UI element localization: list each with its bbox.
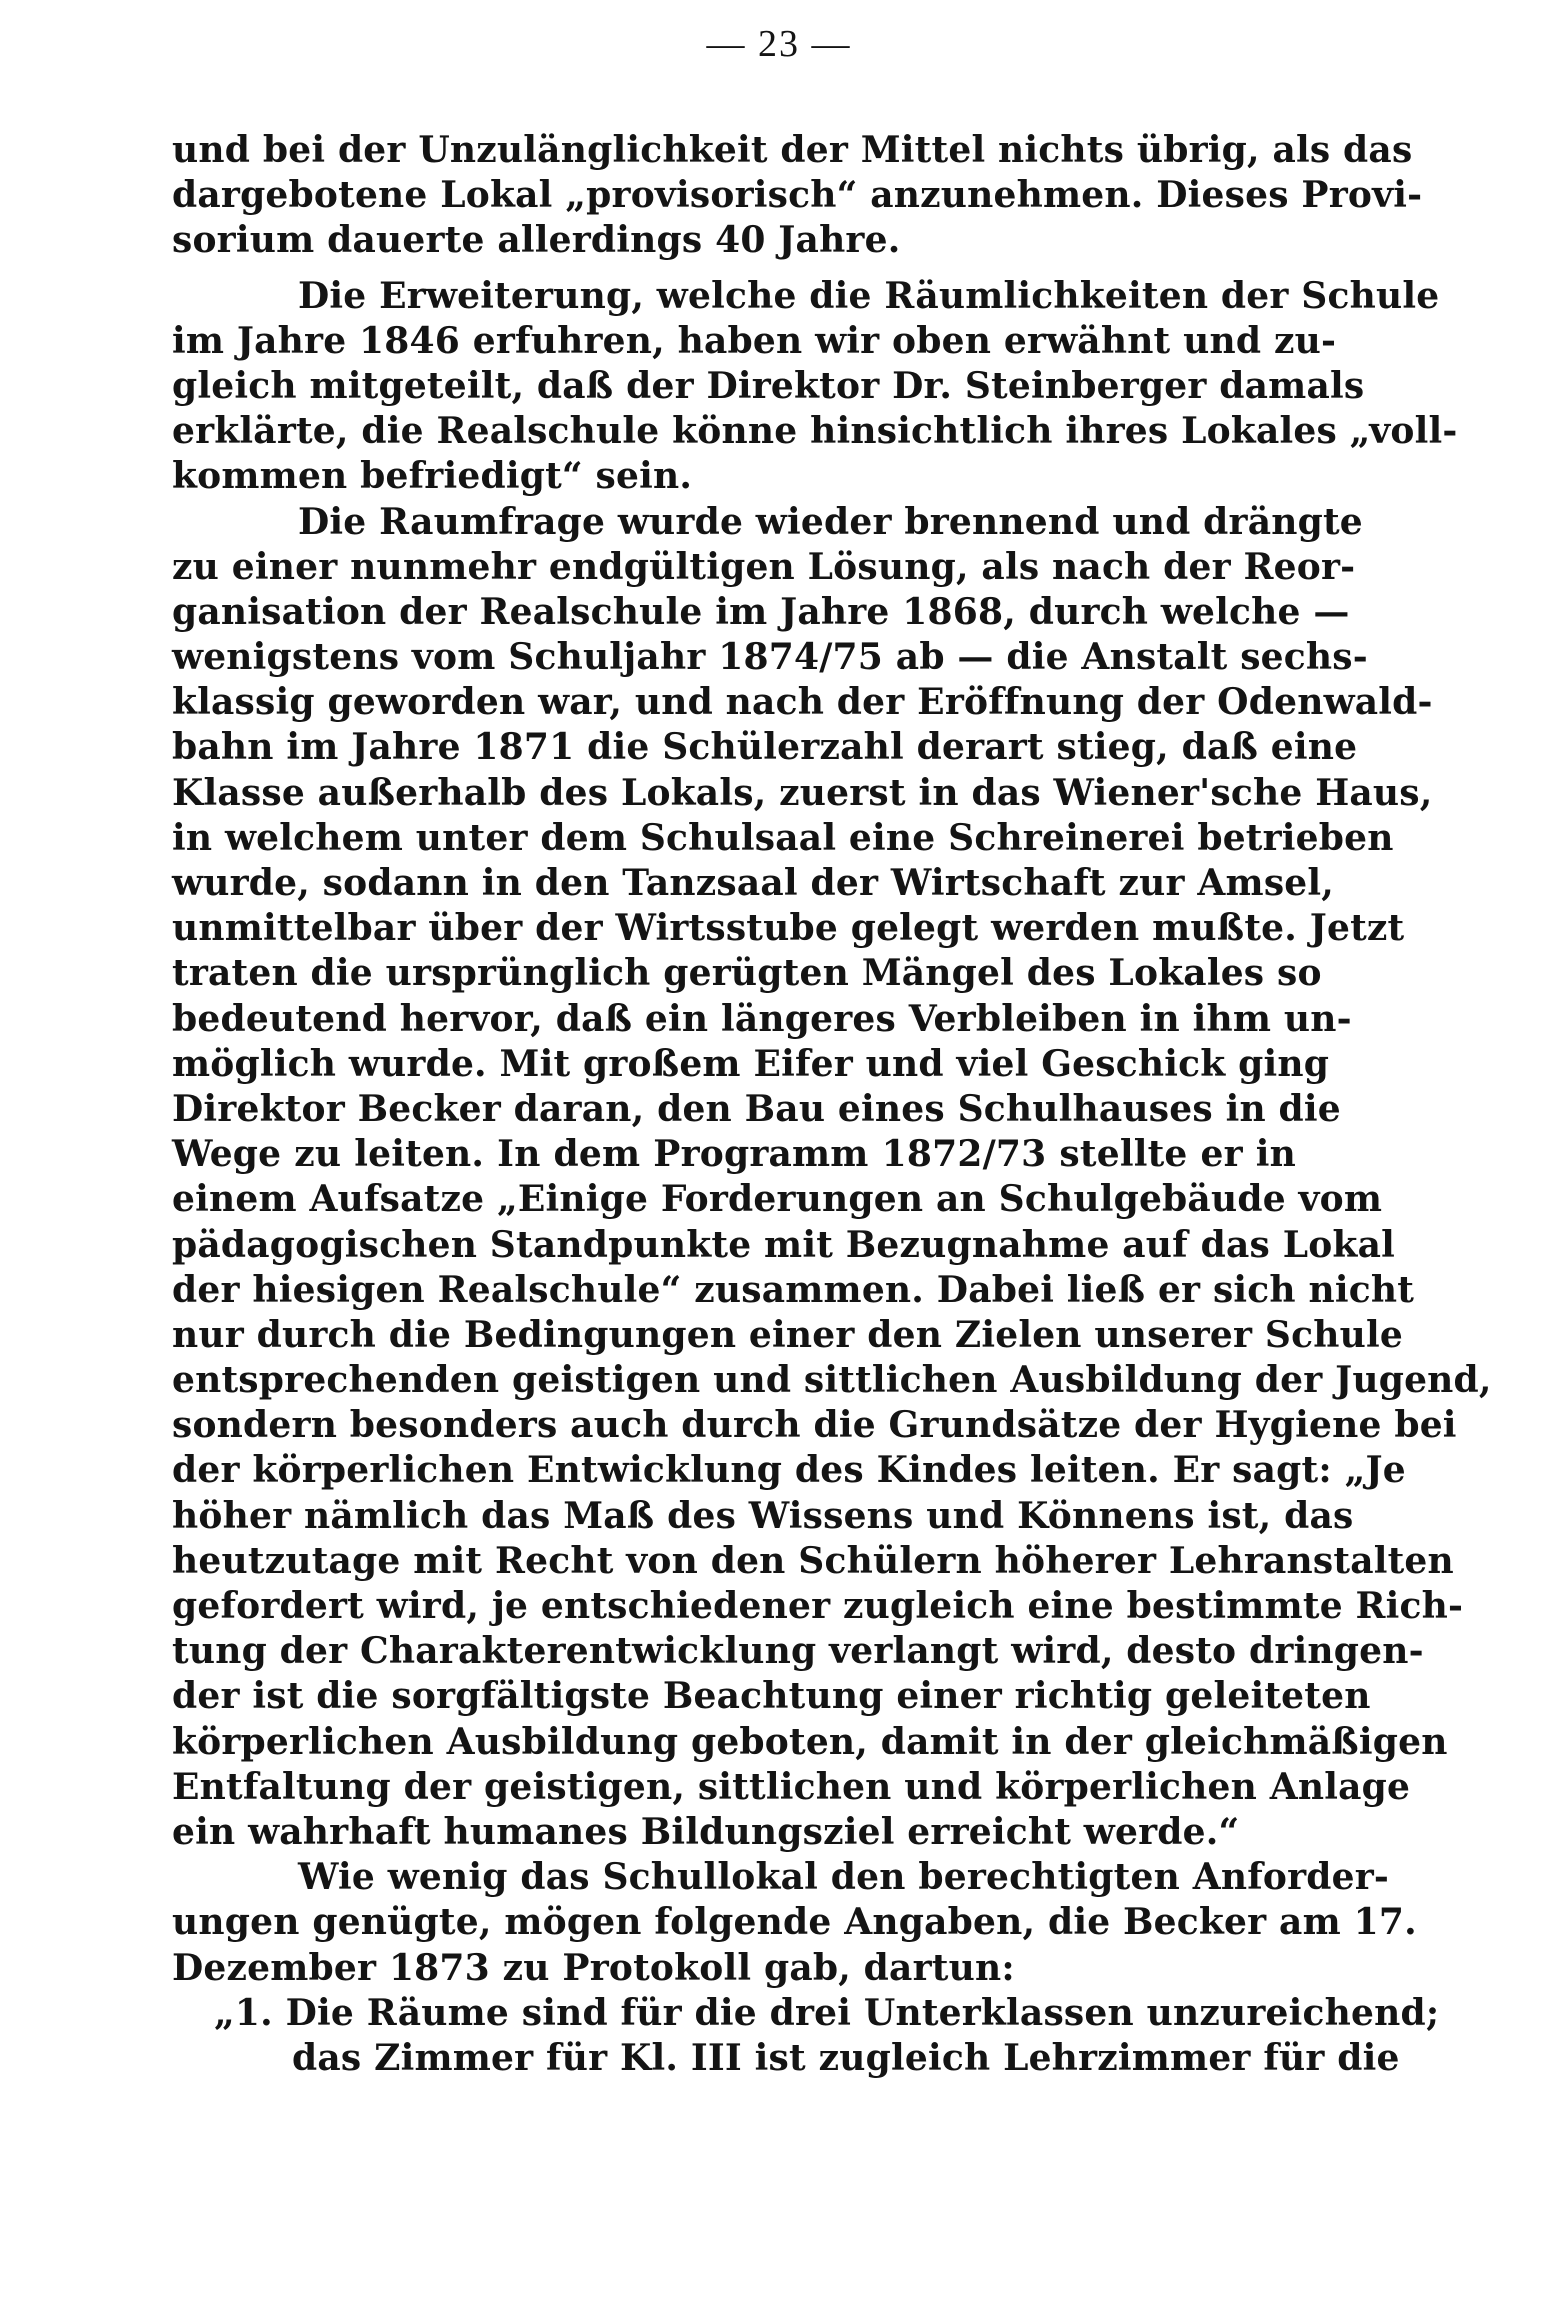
text-line: tung der Charakterentwicklung verlangt wird, desto dringen- [172,1630,1424,1673]
page-number: — 23 — [706,23,852,65]
text-line: erklärte, die Realschule könne hinsichtlich ihres Lokales „voll- [172,410,1458,453]
text-line: entsprechenden geistigen und sittlichen Ausbildung der Jugend, [172,1359,1492,1402]
text-line: ein wahrhaft humanes Bildungsziel erreicht werde.“ [172,1810,1240,1853]
text-line: Wie wenig das Schullokal den berechtigten Anforder- [298,1856,1390,1899]
text-line: möglich wurde. Mit großem Eifer und viel Geschick ging [172,1042,1330,1085]
text-line: Die Raumfrage wurde wieder brennend und drängte [298,500,1363,543]
text-line: der körperlichen Entwicklung des Kindes leiten. Er sagt: „Je [172,1449,1406,1492]
text-line: körperlichen Ausbildung geboten, damit in der gleichmäßigen [172,1720,1448,1763]
text-line: Wege zu leiten. In dem Programm 1872/73 stellte er in [172,1133,1296,1176]
text-line: unmittelbar über der Wirtsstube gelegt werden mußte. Jetzt [172,907,1405,950]
text-line: einem Aufsatze „Einige Forderungen an Schulgebäude vom [172,1178,1383,1221]
text-line: höher nämlich das Maß des Wissens und Könnens ist, das [172,1494,1354,1537]
text-line: sorium dauerte allerdings 40 Jahre. [172,219,901,262]
text-line: der hiesigen Realschule“ zusammen. Dabei ließ er sich nicht [172,1268,1415,1311]
text-line: das Zimmer für Kl. III ist zugleich Lehrzimmer für die [292,2036,1400,2079]
text-line: Dezember 1873 zu Protokoll gab, dartun: [172,1946,1015,1989]
text-line: Direktor Becker daran, den Bau eines Schulhauses in die [172,1087,1341,1130]
text-line: in welchem unter dem Schulsaal eine Schreinerei betrieben [172,816,1394,859]
text-line: im Jahre 1846 erfuhren, haben wir oben erwähnt und zu- [172,319,1337,362]
text-line: heutzutage mit Recht von den Schülern höherer Lehranstalten [172,1539,1454,1582]
text-line: nur durch die Bedingungen einer den Zielen unserer Schule [172,1313,1403,1356]
text-line: und bei der Unzulänglichkeit der Mittel nichts übrig, als das [172,129,1413,171]
text-line: ungen genügte, mögen folgende Angaben, die Becker am 17. [172,1901,1417,1944]
text-line: zu einer nunmehr endgültigen Lösung, als nach der Reor- [172,545,1356,588]
text-line: wurde, sodann in den Tanzsaal der Wirtschaft zur Amsel, [172,862,1335,904]
text-line: der ist die sorgfältigste Beachtung einer richtig geleiteten [172,1675,1371,1718]
text-line: gleich mitgeteilt, daß der Direktor Dr. Steinberger damals [172,364,1365,407]
text-line: kommen befriedigt“ sein. [172,455,693,498]
text-line: sondern besonders auch durch die Grundsätze der Hygiene bei [172,1404,1457,1447]
text-line: traten die ursprünglich gerügten Mängel des Lokales so [172,952,1322,995]
text-line: Entfaltung der geistigen, sittlichen und körperlichen Anlage [172,1765,1411,1808]
text-line: „1. Die Räume sind für die drei Unterklassen unzureichend; [214,1991,1440,2034]
text-line: dargebotene Lokal „provisorisch“ anzunehmen. Dieses Provi- [172,174,1423,217]
text-line: Die Erweiterung, welche die Räumlichkeiten der Schule [298,274,1440,317]
body-text [172,128,1492,2081]
text-line: ganisation der Realschule im Jahre 1868, durch welche — [172,590,1350,633]
text-line: bedeutend hervor, daß ein längeres Verbleiben in ihm un- [172,997,1352,1040]
text-line: klassig geworden war, und nach der Eröffnung der Odenwald- [172,681,1433,724]
text-line: pädagogischen Standpunkte mit Bezugnahme auf das Lokal [172,1223,1395,1266]
text-line: wenigstens vom Schuljahr 1874/75 ab — die Anstalt sechs- [172,636,1368,679]
text-line: Klasse außerhalb des Lokals, zuerst in das Wiener'sche Haus, [172,771,1433,814]
text-line: bahn im Jahre 1871 die Schülerzahl derart stieg, daß eine [172,726,1358,769]
text-line: gefordert wird, je entschiedener zugleich eine bestimmte Rich- [172,1585,1464,1627]
